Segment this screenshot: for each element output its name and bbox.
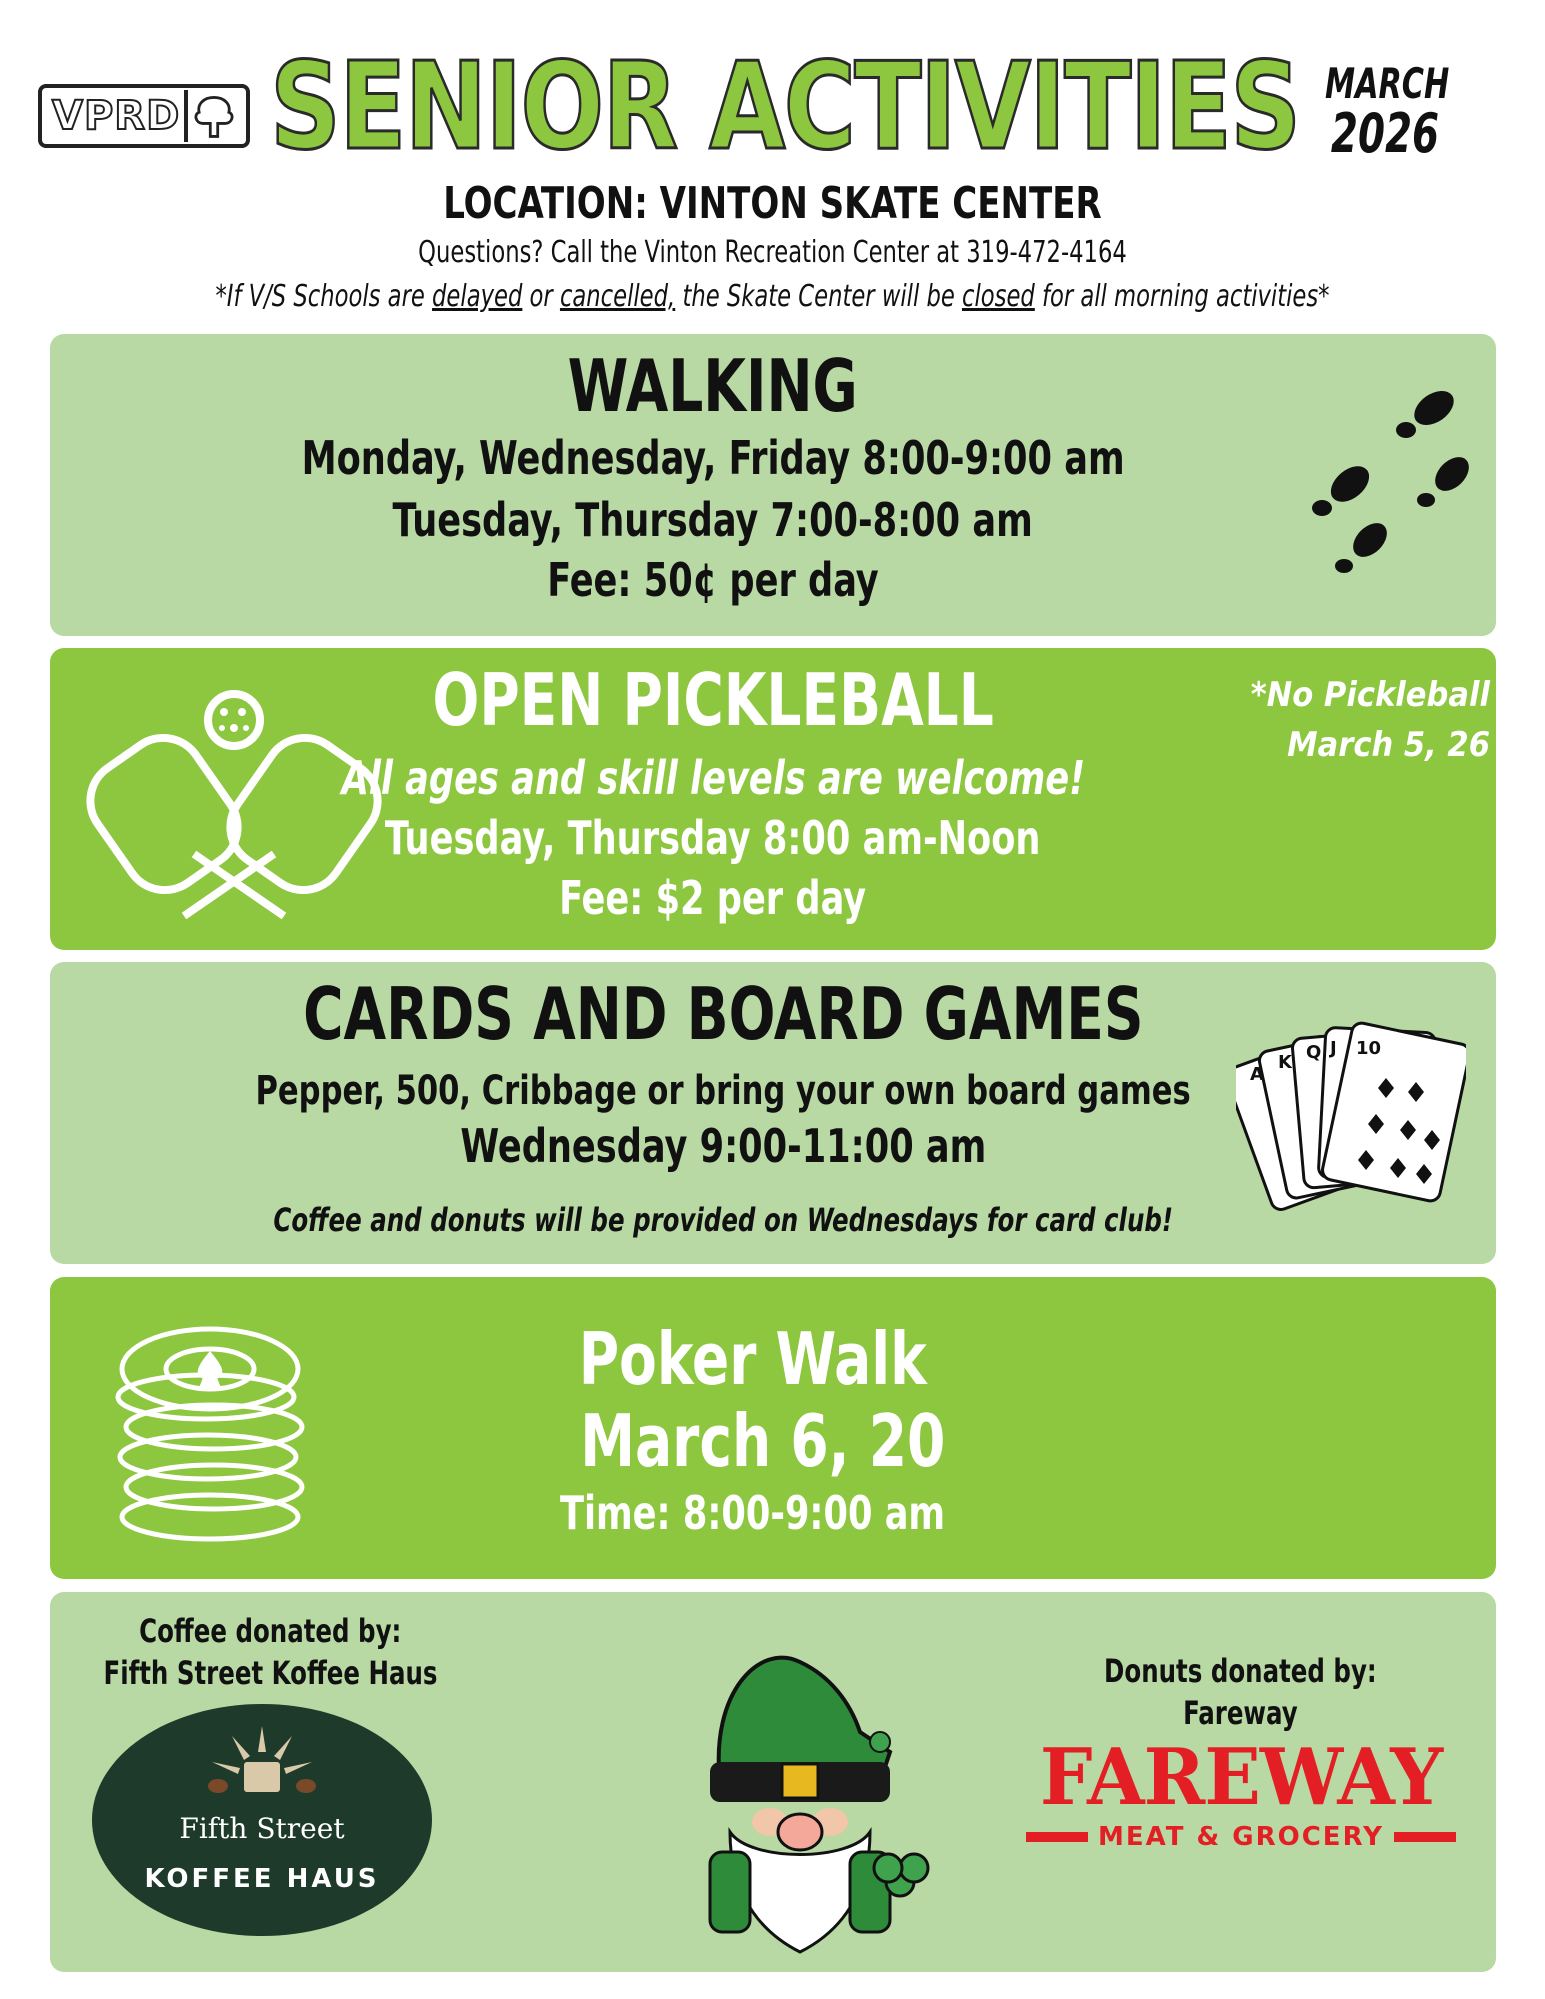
closure-notice [124, 278, 1422, 316]
vprd-logo-text: VPRD [52, 93, 181, 139]
questions-line: Questions? Call the Vinton Recreation Center at 319-472-4164 [418, 235, 1127, 270]
cards-games: Pepper, 500, Cribbage or bring your own board games [255, 1068, 1191, 1114]
donuts-donor-line1: Donuts donated by: [1103, 1652, 1377, 1690]
page-title: SENIOR ACTIVITIES [270, 38, 1300, 177]
cards-title: CARDS AND BOARD GAMES [302, 972, 1144, 1056]
card-letter: A [1250, 1064, 1264, 1085]
fareway-bar [1026, 1832, 1088, 1842]
poker-title: Poker Walk [579, 1317, 927, 1401]
pickleball-panel [50, 648, 1496, 950]
pickleball-fee: Fee: $2 per day [559, 871, 867, 925]
cards-schedule: Wednesday 9:00-11:00 am [460, 1119, 986, 1173]
coffee-cup-icon [192, 1722, 332, 1802]
coffee-donor-line1: Coffee donated by: [138, 1612, 402, 1650]
walking-panel [50, 334, 1496, 636]
month-year [1310, 59, 1460, 165]
footprints-icon [1294, 374, 1484, 584]
fareway-logo [1026, 1732, 1456, 1852]
koffee-logo-line2: KOFFEE HAUS [144, 1864, 380, 1894]
poker-walk-panel [50, 1277, 1496, 1579]
pickleball-tagline: All ages and skill levels are welcome! [341, 751, 1085, 805]
donors-panel [50, 1592, 1496, 1972]
year: 2026 [1330, 102, 1440, 165]
card-letter: J [1330, 1038, 1337, 1059]
card-letter: K [1278, 1052, 1292, 1073]
notice-text: or [522, 279, 560, 314]
notice-delayed: delayed [432, 279, 523, 314]
pickleball-schedule: Tuesday, Thursday 8:00 am-Noon [385, 811, 1041, 865]
cards-note: Coffee and donuts will be provided on Wednesdays for card club! [273, 1201, 1173, 1239]
cards-panel [50, 962, 1496, 1264]
card-letter: 10 [1356, 1038, 1382, 1059]
koffee-logo-line1: Fifth Street [179, 1812, 345, 1845]
coffee-donor-line2: Fifth Street Koffee Haus [102, 1654, 438, 1692]
pickleball-title: OPEN PICKLEBALL [432, 658, 994, 742]
walking-schedule-1: Monday, Wednesday, Friday 8:00-9:00 am [301, 431, 1125, 485]
notice-text: the Skate Center will be [675, 279, 963, 314]
donuts-donor [1050, 1650, 1430, 1734]
tree-icon [184, 90, 240, 142]
vprd-logo [38, 84, 250, 148]
poker-time: Time: 8:00-9:00 am [560, 1486, 946, 1540]
notice-closed: closed [962, 279, 1035, 314]
month: MARCH [1325, 59, 1450, 108]
notice-text: *If V/S Schools are [215, 279, 433, 314]
koffee-haus-logo [92, 1704, 432, 1936]
walking-fee: Fee: 50¢ per day [547, 553, 879, 607]
playing-cards-icon [1236, 1018, 1466, 1218]
fareway-bar [1394, 1832, 1456, 1842]
notice-text: for all morning activities* [1034, 279, 1330, 314]
walking-title: WALKING [567, 344, 859, 428]
donuts-donor-line2: Fareway [1182, 1694, 1298, 1732]
walking-schedule-2: Tuesday, Thursday 7:00-8:00 am [392, 493, 1034, 547]
leprechaun-gnome-icon [650, 1632, 950, 1962]
fareway-logo-text: FAREWAY [1039, 1732, 1443, 1823]
pickleball-note-line1: *No Pickleball [1250, 675, 1490, 715]
card-letter: Q [1306, 1042, 1322, 1063]
pickleball-note-line2: March 5, 26 [1287, 725, 1490, 765]
location-heading: LOCATION: VINTON SKATE CENTER [443, 178, 1102, 229]
notice-cancelled: cancelled, [559, 279, 676, 314]
coffee-donor [60, 1610, 480, 1694]
fareway-tagline: MEAT & GROCERY [1098, 1822, 1384, 1852]
pickleball-note [1230, 670, 1490, 770]
poker-dates: March 6, 20 [580, 1399, 946, 1483]
